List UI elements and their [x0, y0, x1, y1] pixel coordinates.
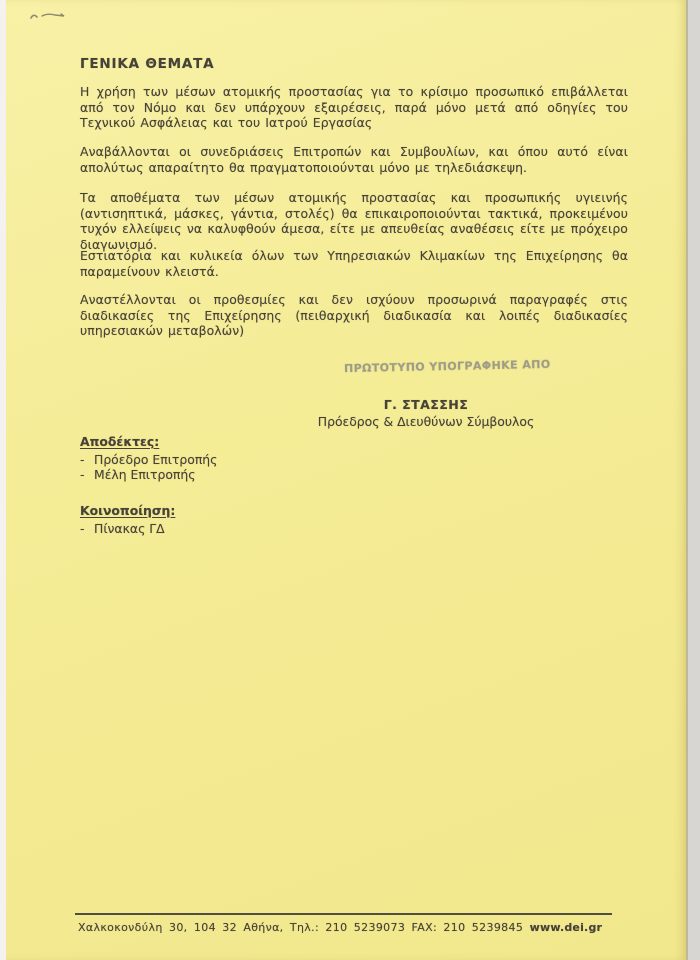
- original-signed-stamp: ΠΡΩΤΟΤΥΠΟ ΥΠΟΓΡΑΦΗΚΕ ΑΠΟ: [343, 357, 551, 376]
- signature-block: [206, 397, 646, 429]
- pen-scribble-mark: [28, 8, 74, 24]
- paragraph-5: Αναστέλλονται οι προθεσμίες και δεν ισχύουν προσωρινά παραγραφές στις διαδικασίες της Επιχείρησης (πειθαρχική διαδικασία και λοιπές διαδικασίες υπηρεσιακών μεταβολών): [80, 292, 628, 339]
- cc-item-text: Πίνακας ΓΔ: [94, 521, 165, 536]
- paragraph-1: Η χρήση των μέσων ατομικής προστασίας για το κρίσιμο προσωπικό επιβάλλεται από τον Νόμο και δεν υπάρχουν εξαιρέσεις, παρά μόνο μετά από οδηγίες του Τεχνικού Ασφάλειας και του Ιατρού Εργασίας: [80, 84, 628, 131]
- signatory-title: Πρόεδρος & Διευθύνων Σύμβουλος: [317, 414, 535, 429]
- recipients-label: Αποδέκτες:: [80, 434, 160, 449]
- document-page: [6, 0, 688, 960]
- paragraph-3: Τα αποθέματα των μέσων ατομικής προστασίας και προσωπικής υγιεινής (αντισηπτικά, μάσκες, γάντια, στολές) θα επικαιροποιούνται τακτικά, προκειμένου τυχόν ελλείψεις να καλυφθούν άμεσα, είτε με απευθείας αναθέσεις είτε με πρόχειρο διαγωνισμό.: [80, 190, 628, 252]
- paragraph-4: Εστιατόρια και κυλικεία όλων των Υπηρεσιακών Κλιμακίων της Επιχείρησης θα παραμείνουν κλειστά.: [80, 248, 628, 279]
- recipient-item-1: [80, 452, 217, 467]
- footer-contact-line: [78, 921, 602, 934]
- cc-label: Κοινοποίηση:: [80, 503, 176, 518]
- recipient-item-text: Μέλη Επιτροπής: [94, 467, 196, 483]
- bullet-dash: -: [80, 521, 85, 536]
- paragraph-2: Αναβάλλονται οι συνεδριάσεις Επιτροπών και Συμβουλίων, και όπου αυτό είναι απολύτως απαραίτητο θα πραγματοποιούνται μόνο με τηλεδιάσκεψη.: [80, 144, 628, 175]
- footer-address: Χαλκοκονδύλη 30, 104 32 Αθήνα, Τηλ.: 210 5239073 FAX: 210 5239845: [78, 921, 524, 934]
- cc-section: [80, 503, 175, 536]
- bullet-dash: -: [80, 467, 85, 483]
- footer-rule: [75, 913, 612, 915]
- recipient-item-text: Πρόεδρο Επιτροπής: [94, 452, 218, 467]
- scan-edge-right: [688, 0, 700, 960]
- cc-item-1: [80, 521, 175, 536]
- signatory-name: Γ. ΣΤΑΣΣΗΣ: [383, 397, 469, 412]
- recipient-item-2: [80, 467, 217, 482]
- bullet-dash: -: [80, 452, 85, 467]
- recipients-section: [80, 434, 217, 483]
- document-heading: ΓΕΝΙΚΑ ΘΕΜΑΤΑ: [80, 56, 215, 72]
- footer-website: www.dei.gr: [529, 921, 603, 934]
